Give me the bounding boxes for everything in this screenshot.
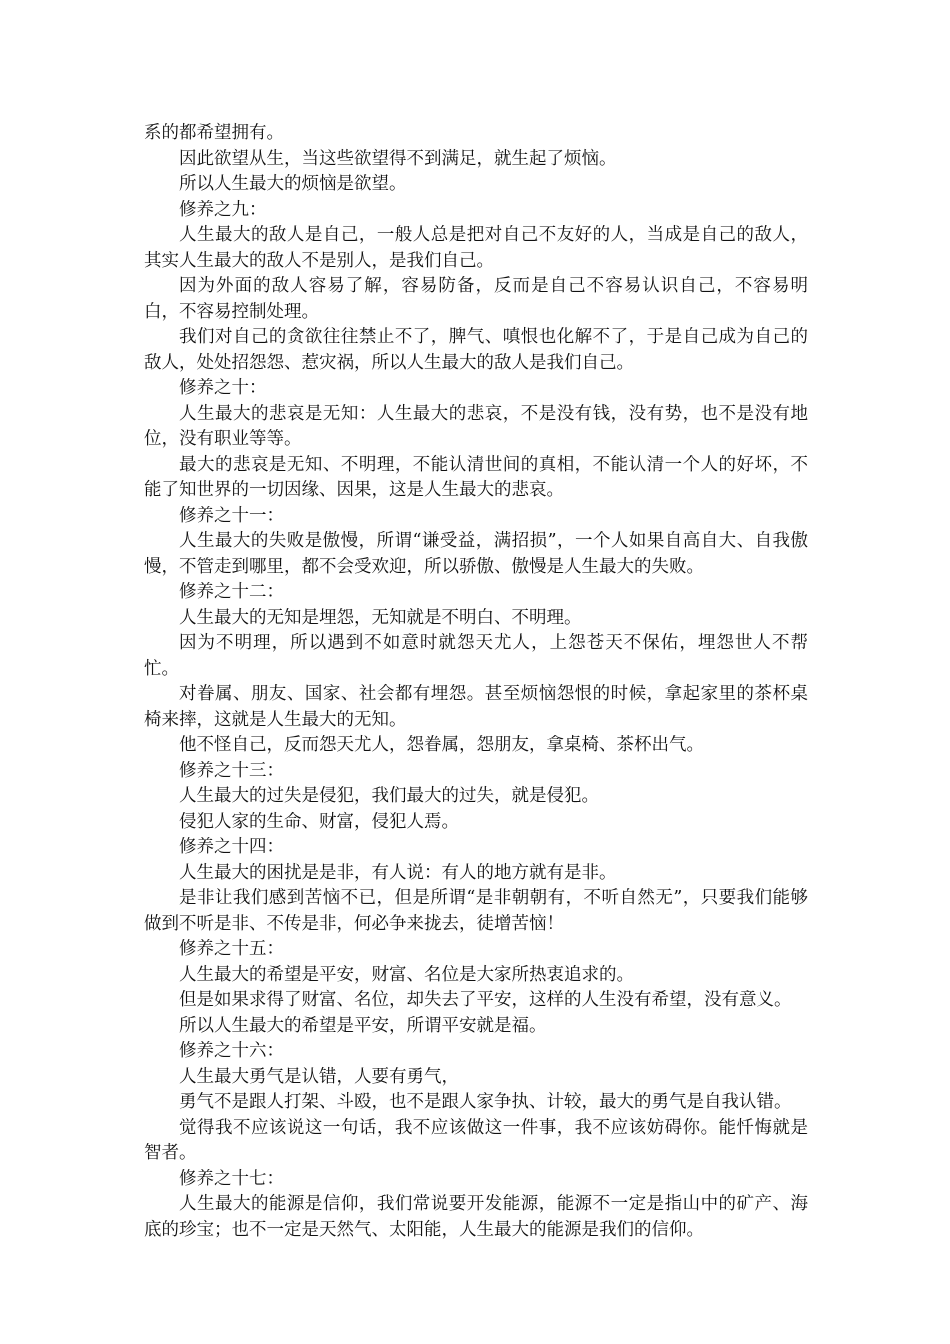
paragraph: 人生最大的能源是信仰，我们常说要开发能源，能源不一定是指山中的矿产、海底的珍宝；也不一定是天然气、太阳能，人生最大的能源是我们的信仰。 — [144, 1194, 808, 1240]
paragraph: 修养之十： — [179, 378, 267, 398]
paragraph: 修养之十六： — [179, 1041, 284, 1061]
paragraph: 因为外面的敌人容易了解，容易防备，反而是自己不容易认识自己，不容易明白，不容易控制处理。 — [144, 276, 808, 322]
paragraph: 人生最大的困扰是是非，有人说：有人的地方就有是非。 — [179, 862, 617, 883]
paragraph: 因为不明理，所以遇到不如意时就怨天尤人，上怨苍天不保佑，埋怨世人不帮忙。 — [144, 633, 808, 679]
paragraph: 最大的悲哀是无知、不明理，不能认清世间的真相，不能认清一个人的好坏，不能了知世界的一切因缘、因果，这是人生最大的悲哀。 — [144, 454, 808, 500]
paragraph: 人生最大的敌人是自己，一般人总是把对自己不友好的人，当成是自己的敌人，其实人生最大的敌人不是别人，是我们自己。 — [144, 225, 808, 271]
paragraph: 修养之十七： — [179, 1168, 284, 1189]
paragraph: 觉得我不应该说这一句话，我不应该做这一件事，我不应该妨碍你。能忏悔就是智者。 — [144, 1117, 808, 1163]
paragraph: 系的都希望拥有。 — [144, 123, 284, 143]
paragraph: 修养之十五： — [179, 939, 284, 959]
paragraph: 修养之十二： — [179, 582, 284, 602]
paragraph: 修养之十一： — [179, 505, 284, 526]
document-body — [144, 121, 808, 1243]
paragraph: 我们对自己的贪欲往往禁止不了，脾气、嗔恨也化解不了，于是自己成为自己的敌人，处处招怨怨、惹灾祸，所以人生最大的敌人是我们自己。 — [144, 327, 808, 373]
paragraph: 修养之十三： — [179, 760, 284, 781]
paragraph: 但是如果求得了财富、名位，却失去了平安，这样的人生没有希望，没有意义。 — [179, 990, 792, 1010]
paragraph: 是非让我们感到苦恼不已，但是所谓“是非朝朝有，不听自然无”，只要我们能够做到不听是非、不传是非，何必争来拢去，徒增苦恼！ — [144, 888, 808, 934]
paragraph: 侵犯人家的生命、财富，侵犯人焉。 — [179, 811, 459, 832]
paragraph: 所以人生最大的烦恼是欲望。 — [179, 174, 407, 194]
paragraph: 人生最大的失败是傲慢，所谓“谦受益，满招损”，一个人如果自高自大、自我傲慢，不管走到哪里，都不会受欢迎，所以骄傲、傲慢是人生最大的失败。 — [144, 531, 808, 577]
paragraph: 人生最大的希望是平安，财富、名位是大家所热衷追求的。 — [179, 964, 634, 985]
paragraph: 对眷属、朋友、国家、社会都有埋怨。甚至烦恼怨恨的时候，拿起家里的茶杯桌椅来摔，这就是人生最大的无知。 — [144, 684, 808, 730]
paragraph: 因此欲望从生，当这些欲望得不到满足，就生起了烦恼。 — [179, 148, 617, 169]
paragraph: 人生最大的无知是埋怨，无知就是不明白、不明理。 — [179, 607, 582, 628]
paragraph: 修养之十四： — [179, 837, 284, 857]
paragraph: 他不怪自己，反而怨天尤人，怨眷属，怨朋友，拿桌椅、茶杯出气。 — [179, 735, 704, 755]
paragraph: 勇气不是跟人打架、斗殴，也不是跟人家争执、计较，最大的勇气是自我认错。 — [179, 1092, 792, 1112]
paragraph: 人生最大的悲哀是无知：人生最大的悲哀，不是没有钱，没有势，也不是没有地位，没有职业等等。 — [144, 403, 808, 449]
paragraph: 修养之九： — [179, 199, 267, 220]
paragraph: 人生最大的过失是侵犯，我们最大的过失，就是侵犯。 — [179, 786, 599, 806]
paragraph: 所以人生最大的希望是平安，所谓平安就是福。 — [179, 1015, 547, 1036]
paragraph: 人生最大勇气是认错，人要有勇气， — [179, 1066, 459, 1087]
